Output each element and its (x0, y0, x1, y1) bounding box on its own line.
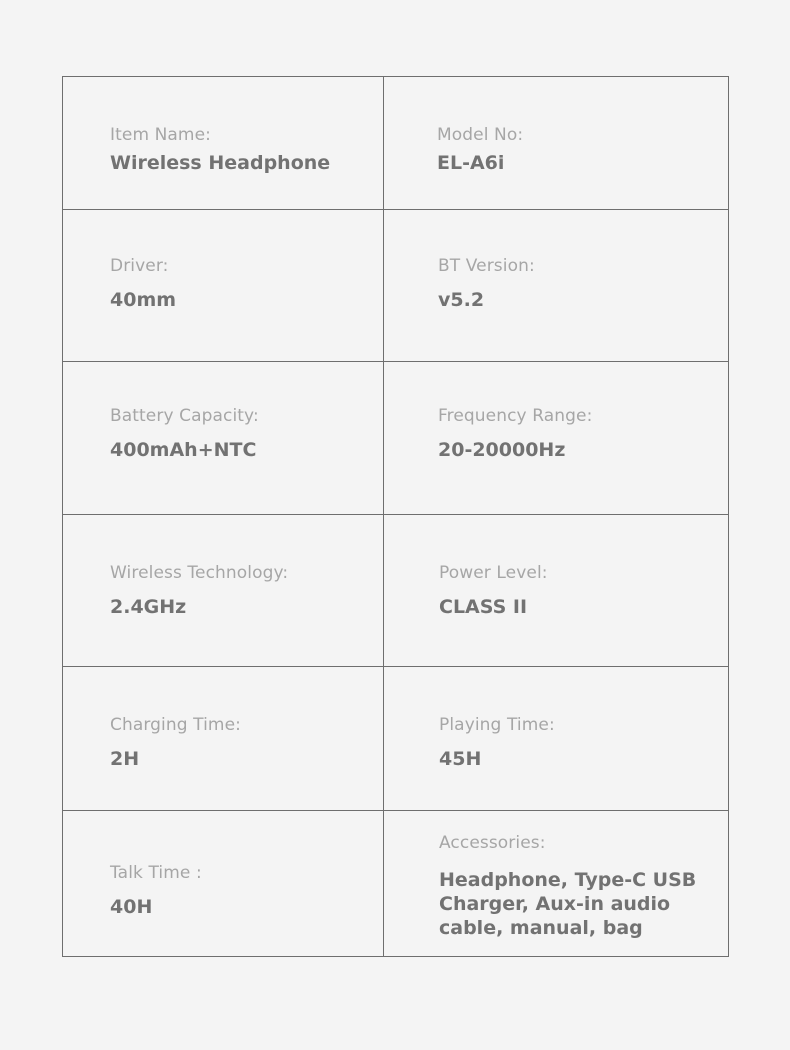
spec-row-1 (63, 77, 728, 210)
spec-row-5 (63, 667, 728, 811)
spec-row-3 (63, 362, 728, 515)
spec-row-6 (63, 811, 728, 956)
wireless-technology-value: 2.4GHz (110, 596, 187, 618)
model-no-value: EL-A6i (437, 152, 505, 174)
talk-time-label: Talk Time : (110, 863, 202, 883)
spec-cell-playing-time (384, 667, 728, 810)
spec-cell-frequency-range (384, 362, 728, 514)
item-name-label: Item Name: (110, 125, 211, 145)
playing-time-label: Playing Time: (439, 715, 555, 735)
spec-table (62, 76, 729, 957)
charging-time-value: 2H (110, 748, 140, 770)
bt-version-value: v5.2 (438, 289, 485, 311)
spec-cell-power-level (384, 515, 728, 666)
frequency-range-value: 20-20000Hz (438, 439, 566, 461)
power-level-value: CLASS II (439, 596, 528, 618)
item-name-value: Wireless Headphone (110, 152, 331, 174)
spec-cell-talk-time (63, 811, 384, 956)
spec-cell-model-no (384, 77, 728, 209)
spec-cell-wireless-technology (63, 515, 384, 666)
spec-cell-battery-capacity (63, 362, 384, 514)
power-level-label: Power Level: (439, 563, 548, 583)
charging-time-label: Charging Time: (110, 715, 241, 735)
talk-time-value: 40H (110, 896, 153, 918)
battery-capacity-label: Battery Capacity: (110, 406, 259, 426)
bt-version-label: BT Version: (438, 256, 535, 276)
spec-row-2 (63, 210, 728, 362)
battery-capacity-value: 400mAh+NTC (110, 439, 257, 461)
spec-cell-bt-version (384, 210, 728, 361)
frequency-range-label: Frequency Range: (438, 406, 593, 426)
spec-cell-driver (63, 210, 384, 361)
model-no-label: Model No: (437, 125, 524, 145)
wireless-technology-label: Wireless Technology: (110, 563, 289, 583)
driver-value: 40mm (110, 289, 177, 311)
accessories-label: Accessories: (439, 833, 546, 853)
spec-row-4 (63, 515, 728, 667)
spec-cell-charging-time (63, 667, 384, 810)
accessories-value: Headphone, Type-C USB Charger, Aux-in audio cable, manual, bag (439, 869, 697, 939)
spec-cell-item-name (63, 77, 384, 209)
spec-cell-accessories (384, 811, 728, 956)
playing-time-value: 45H (439, 748, 482, 770)
driver-label: Driver: (110, 256, 169, 276)
